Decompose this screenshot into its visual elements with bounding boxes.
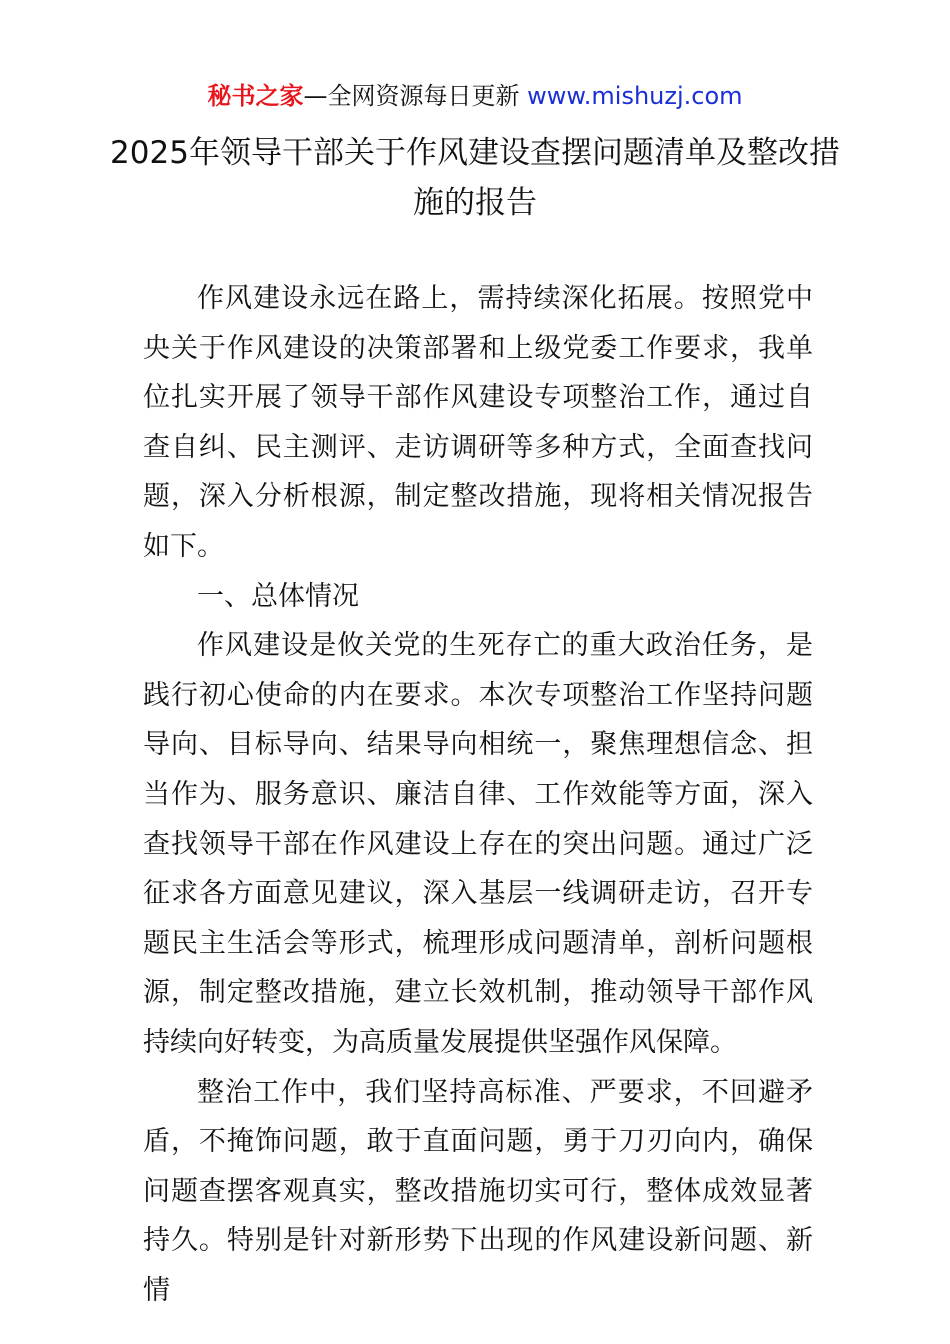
site-url-link[interactable]: www.mishuzj.com bbox=[527, 82, 743, 110]
site-brand: 秘书之家 bbox=[207, 82, 304, 110]
paragraph-overview: 作风建设是攸关党的生死存亡的重大政治任务，是践行初心使命的内在要求。本次专项整治工作坚持问题导向、目标导向、结果导向相统一，聚焦理想信念、担当作为、服务意识、廉洁自律、工作效能等方面，深入查找领导干部在作风建设上存在的突出问题。通过广泛征求各方面意见建议，深入基层一线调研走访，召开专题民主生活会等形式，梳理形成问题清单，剖析问题根源，制定整改措施，建立长效机制，推动领导干部作风持续向好转变，为高质量发展提供坚强作风保障。 bbox=[143, 630, 813, 1058]
paragraph-intro: 作风建设永远在路上，需持续深化拓展。按照党中央关于作风建设的决策部署和上级党委工作要求，我单位扎实开展了领导干部作风建设专项整治工作，通过自查自纠、民主测评、走访调研等多种方式，全面查找问题，深入分析根源，制定整改措施，现将相关情况报告如下。 bbox=[143, 283, 813, 562]
document-title: 2025年领导干部关于作风建设查摆问题清单及整改措施的报告 bbox=[110, 135, 840, 221]
site-tagline: —全网资源每日更新 bbox=[303, 82, 520, 110]
site-header bbox=[0, 80, 950, 112]
document-body bbox=[143, 274, 813, 1315]
paragraph-rectification: 整治工作中，我们坚持高标准、严要求，不回避矛盾，不掩饰问题，敢于直面问题，勇于刀刃向内，确保问题查摆客观真实，整改措施切实可行，整体成效显著持久。特别是针对新形势下出现的作风建设新问题、新情 bbox=[143, 1076, 813, 1306]
section-heading-overview: 一、总体情况 bbox=[197, 580, 359, 612]
